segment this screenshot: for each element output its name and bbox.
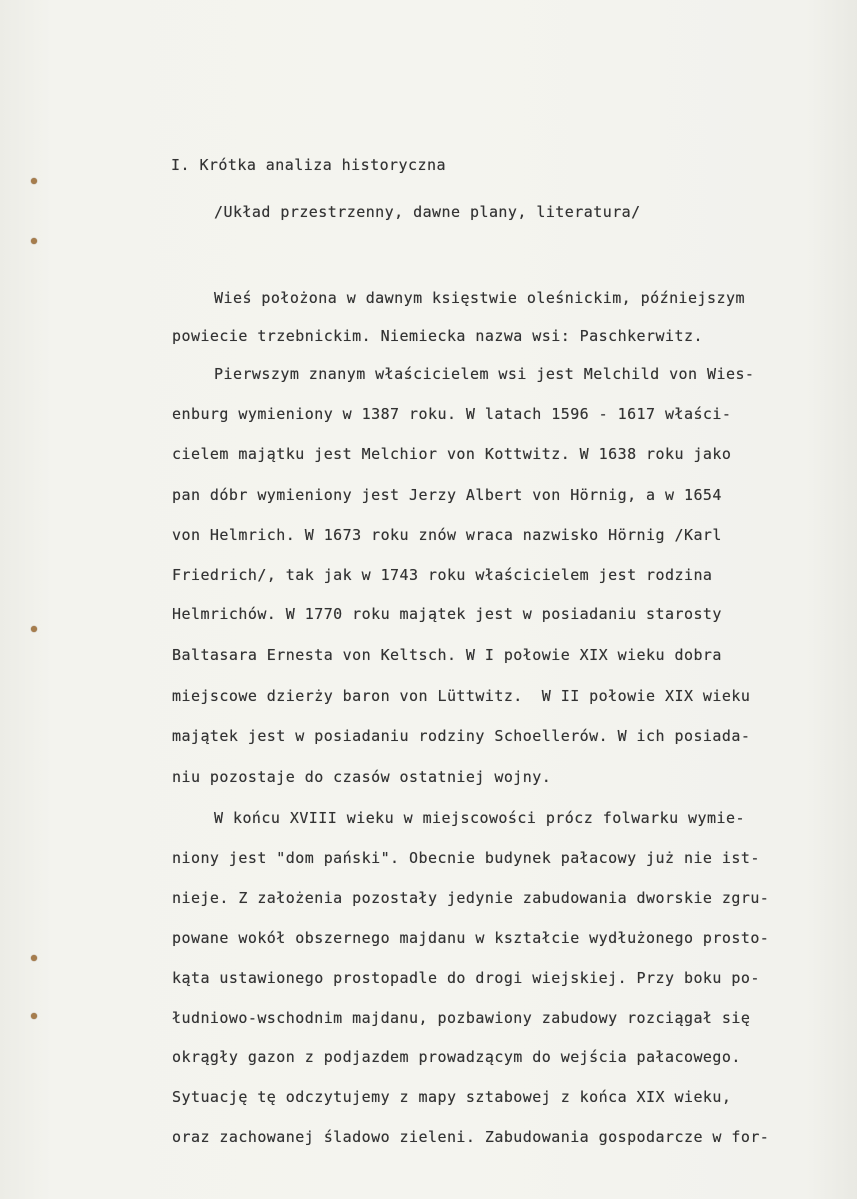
text-line: majątek jest w posiadaniu rodziny Schoellerów. W ich posiada- — [172, 727, 751, 745]
text-line: oraz zachowanej śladowo zieleni. Zabudowania gospodarcze w for- — [172, 1128, 770, 1146]
punch-hole — [31, 955, 37, 961]
text-line: Sytuację tę odczytujemy z mapy sztabowej z końca XIX wieku, — [172, 1088, 732, 1106]
punch-hole — [31, 178, 37, 184]
text-line: pan dóbr wymieniony jest Jerzy Albert von Hörnig, a w 1654 — [172, 486, 722, 504]
text-line: Friedrich/, tak jak w 1743 roku właścicielem jest rodzina — [172, 566, 713, 584]
text-line: łudniowo-wschodnim majdanu, pozbawiony zabudowy rozciągał się — [172, 1009, 751, 1027]
text-line: enburg wymieniony w 1387 roku. W latach 1596 - 1617 właści- — [172, 405, 732, 423]
text-line: cielem majątku jest Melchior von Kottwitz. W 1638 roku jako — [172, 445, 732, 463]
text-line: Helmrichów. W 1770 roku majątek jest w posiadaniu starosty — [172, 605, 722, 623]
text-line: Pierwszym znanym właścicielem wsi jest Melchild von Wies- — [214, 365, 755, 383]
punch-hole — [31, 626, 37, 632]
document-subheading: /Układ przestrzenny, dawne plany, literatura/ — [214, 203, 641, 221]
text-line: W końcu XVIII wieku w miejscowości prócz folwarku wymie- — [214, 809, 745, 827]
text-line: Wieś położona w dawnym księstwie oleśnickim, późniejszym — [214, 289, 745, 307]
text-line: miejscowe dzierży baron von Lüttwitz. W II połowie XIX wieku — [172, 687, 751, 705]
text-line: powane wokół obszernego majdanu w kształcie wydłużonego prosto- — [172, 929, 770, 947]
punch-hole — [31, 1013, 37, 1019]
document-heading: I. Krótka analiza historyczna — [171, 156, 446, 174]
text-line: nieje. Z założenia pozostały jedynie zabudowania dworskie zgru- — [172, 889, 770, 907]
text-line: von Helmrich. W 1673 roku znów wraca nazwisko Hörnig /Karl — [172, 526, 722, 544]
text-line: okrągły gazon z podjazdem prowadzącym do wejścia pałacowego. — [172, 1048, 741, 1066]
text-line: powiecie trzebnickim. Niemiecka nazwa wsi: Paschkerwitz. — [172, 327, 703, 345]
text-line: kąta ustawionego prostopadle do drogi wiejskiej. Przy boku po- — [172, 969, 760, 987]
punch-hole — [31, 238, 37, 244]
text-line: Baltasara Ernesta von Keltsch. W I połowie XIX wieku dobra — [172, 646, 722, 664]
text-line: niony jest "dom pański". Obecnie budynek pałacowy już nie ist- — [172, 849, 760, 867]
text-line: niu pozostaje do czasów ostatniej wojny. — [172, 768, 552, 786]
